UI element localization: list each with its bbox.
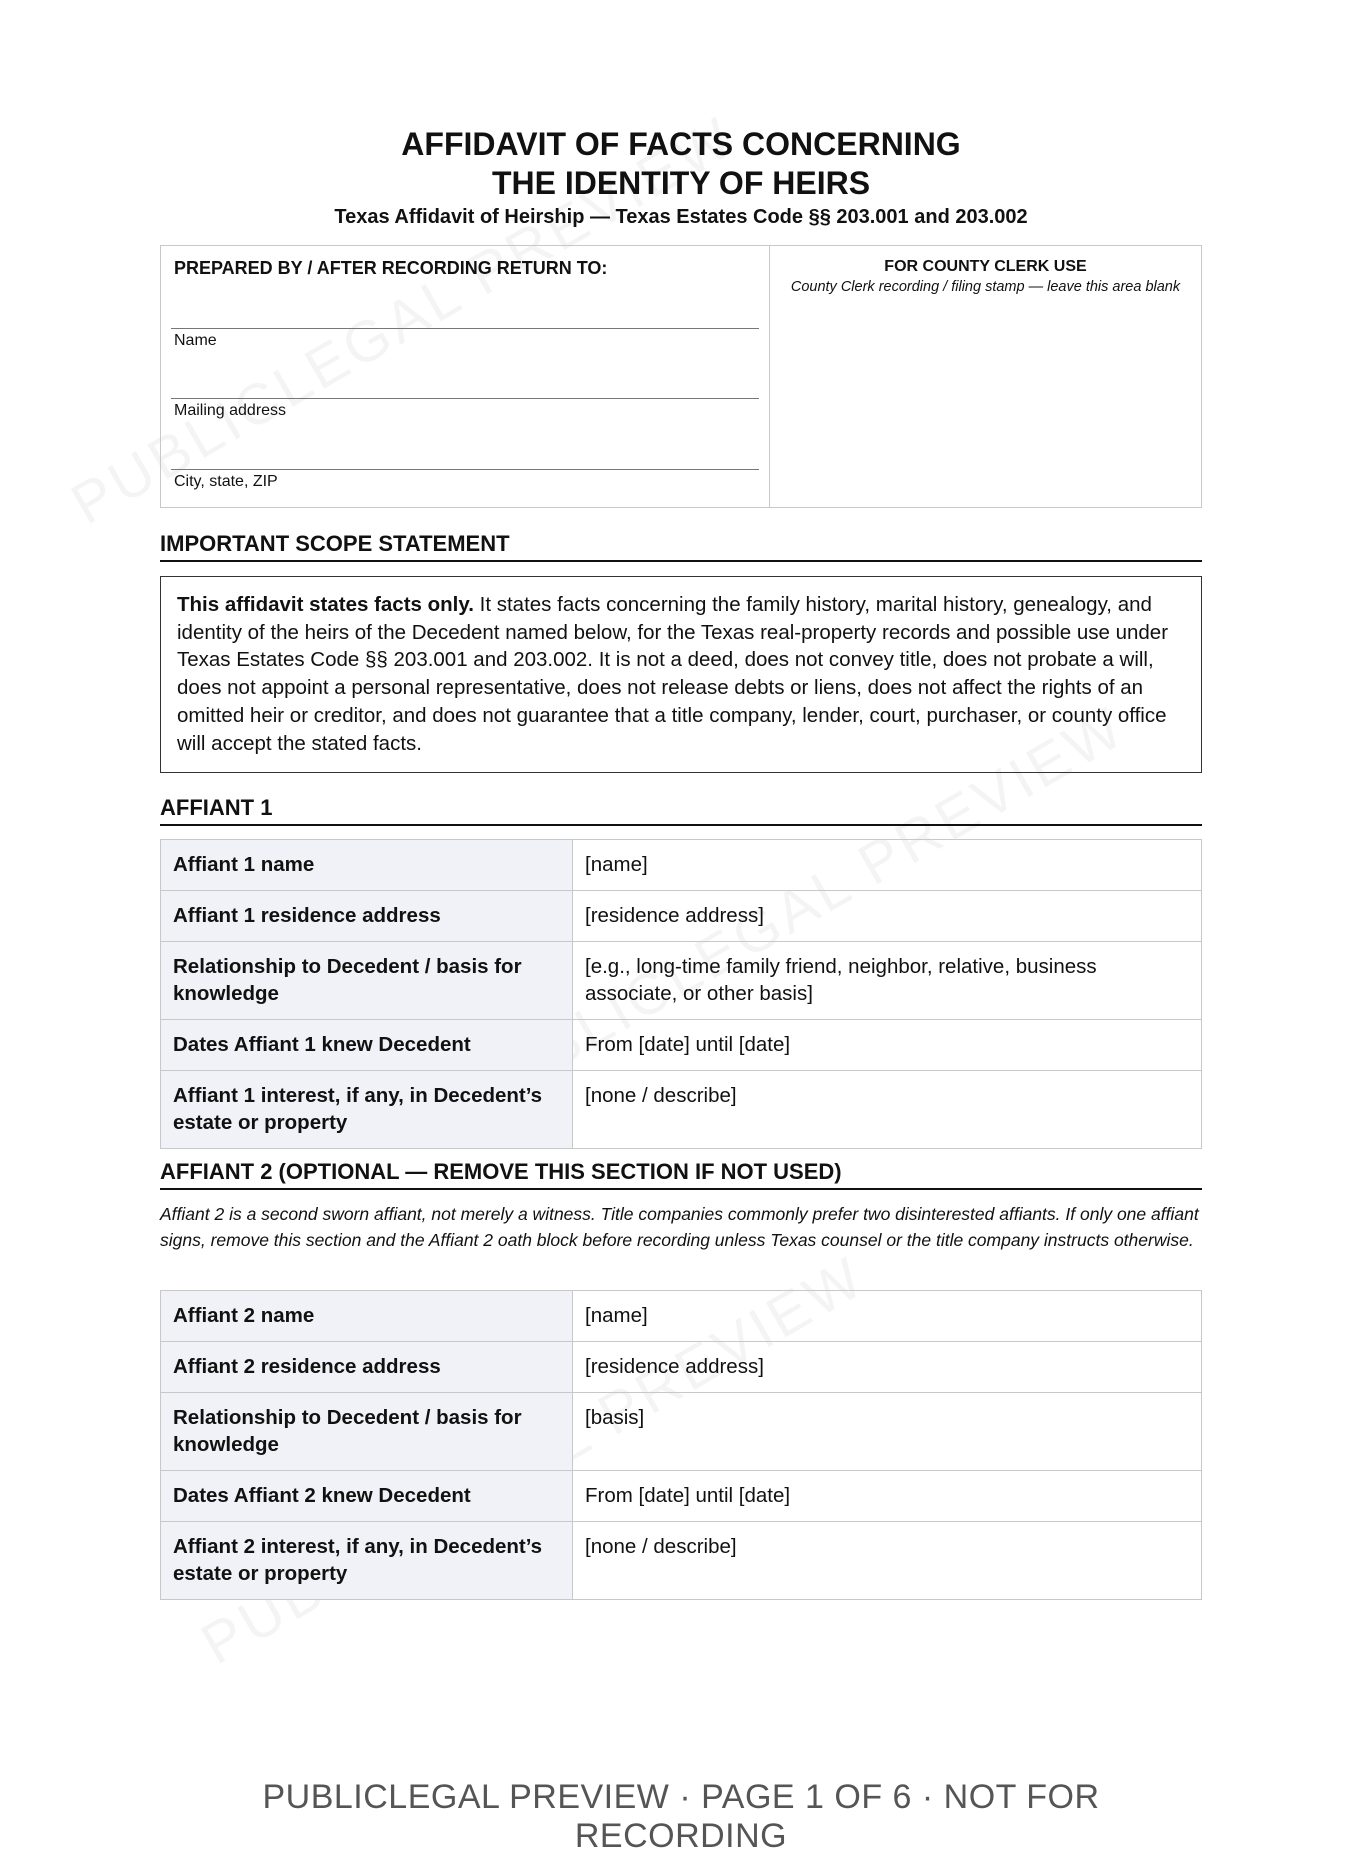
table-row: [161, 1393, 1202, 1471]
row-label: Affiant 2 name: [161, 1291, 573, 1342]
scope-heading: IMPORTANT SCOPE STATEMENT: [160, 531, 1202, 562]
row-value[interactable]: [none / describe]: [573, 1071, 1202, 1149]
row-label: Affiant 2 residence address: [161, 1342, 573, 1393]
row-label: Affiant 1 interest, if any, in Decedent’s estate or property: [161, 1071, 573, 1149]
table-row: [161, 1522, 1202, 1600]
prepared-by-section: [161, 246, 770, 507]
row-label: Affiant 1 name: [161, 840, 573, 891]
row-value[interactable]: [residence address]: [573, 891, 1202, 942]
table-row: [161, 1291, 1202, 1342]
affiant2-table: [160, 1290, 1202, 1600]
table-row: [161, 840, 1202, 891]
row-label: Dates Affiant 2 knew Decedent: [161, 1471, 573, 1522]
mailing-address-line[interactable]: [171, 398, 759, 399]
table-row: [161, 942, 1202, 1020]
row-value[interactable]: [none / describe]: [573, 1522, 1202, 1600]
row-label: Dates Affiant 1 knew Decedent: [161, 1020, 573, 1071]
name-label: Name: [174, 332, 217, 349]
name-line[interactable]: [171, 328, 759, 329]
page-footer: PUBLICLEGAL PREVIEW · PAGE 1 OF 6 · NOT FOR RECORDING: [262, 1778, 1100, 1855]
row-value[interactable]: [residence address]: [573, 1342, 1202, 1393]
table-row: [161, 1071, 1202, 1149]
row-value[interactable]: [e.g., long-time family friend, neighbor, relative, business associate, or other basis]: [573, 942, 1202, 1020]
county-clerk-note: County Clerk recording / filing stamp — leave this area blank: [790, 279, 1181, 295]
prepared-by-box: [160, 245, 1202, 508]
affiant1-table: [160, 839, 1202, 1149]
table-row: [161, 1342, 1202, 1393]
row-value[interactable]: From [date] until [date]: [573, 1471, 1202, 1522]
mailing-address-label: Mailing address: [174, 402, 287, 419]
affiant1-heading: AFFIANT 1: [160, 795, 1202, 826]
document-title-line1: AFFIDAVIT OF FACTS CONCERNING: [401, 126, 961, 162]
table-row: [161, 1020, 1202, 1071]
document-title-line2: THE IDENTITY OF HEIRS: [491, 165, 871, 201]
county-clerk-heading: FOR COUNTY CLERK USE: [884, 258, 1087, 275]
table-row: [161, 1471, 1202, 1522]
affiant2-note: Affiant 2 is a second sworn affiant, not merely a witness. Title companies commonly prefer two disinterested affiants. If only one affiant signs, remove this section and the Affiant 2 oath block before recording unless Texas counsel or the title company instructs otherwise.: [160, 1204, 1199, 1250]
scope-body: It states facts concerning the family history, marital history, genealogy, and identity of the heirs of the Decedent named below, for the Texas real-property records and possible use under Texas Estates Code §§ 203.001 and 203.002. It is not a deed, does not convey title, does not probate a will, does not appoint a personal representative, does not release debts or liens, does not affect the rights of an omitted heir or creditor, and does not guarantee that a title company, lender, court, purchaser, or county office will accept the stated facts.: [177, 593, 1169, 755]
scope-statement-box: [160, 576, 1202, 773]
city-state-zip-label: City, state, ZIP: [174, 473, 278, 490]
affiant2-heading: AFFIANT 2 (OPTIONAL — REMOVE THIS SECTION IF NOT USED): [160, 1159, 1202, 1190]
county-clerk-section: [770, 246, 1201, 507]
table-row: [161, 891, 1202, 942]
row-value[interactable]: [basis]: [573, 1393, 1202, 1471]
row-label: Affiant 1 residence address: [161, 891, 573, 942]
row-value[interactable]: [name]: [573, 840, 1202, 891]
row-value[interactable]: From [date] until [date]: [573, 1020, 1202, 1071]
scope-lead: This affidavit states facts only.: [177, 593, 474, 616]
row-value[interactable]: [name]: [573, 1291, 1202, 1342]
prepared-by-heading: PREPARED BY / AFTER RECORDING RETURN TO:: [174, 258, 608, 278]
row-label: Relationship to Decedent / basis for knowledge: [161, 1393, 573, 1471]
row-label: Relationship to Decedent / basis for knowledge: [161, 942, 573, 1020]
row-label: Affiant 2 interest, if any, in Decedent’s estate or property: [161, 1522, 573, 1600]
city-state-zip-line[interactable]: [171, 469, 759, 470]
document-subtitle: Texas Affidavit of Heirship — Texas Estates Code §§ 203.001 and 203.002: [334, 206, 1028, 228]
